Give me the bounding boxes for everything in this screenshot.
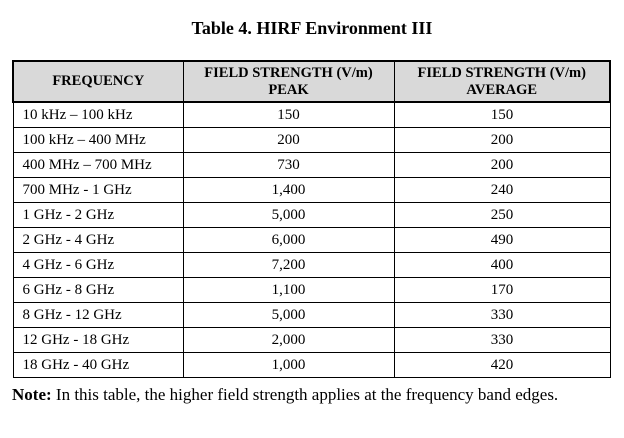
table-row xyxy=(13,127,610,152)
header-peak xyxy=(183,61,394,102)
cell-average: 200 xyxy=(394,152,610,177)
table-row xyxy=(13,352,610,377)
header-peak-line2: PEAK xyxy=(268,81,309,98)
header-frequency-label: FREQUENCY xyxy=(52,73,145,89)
cell-average: 250 xyxy=(394,202,610,227)
cell-frequency: 6 GHz - 8 GHz xyxy=(13,277,183,302)
cell-peak: 6,000 xyxy=(183,227,394,252)
header-average-line2: AVERAGE xyxy=(466,81,538,98)
cell-average: 200 xyxy=(394,127,610,152)
table-row xyxy=(13,277,610,302)
table-row xyxy=(13,202,610,227)
cell-frequency: 1 GHz - 2 GHz xyxy=(13,202,183,227)
cell-frequency: 8 GHz - 12 GHz xyxy=(13,302,183,327)
cell-frequency: 4 GHz - 6 GHz xyxy=(13,252,183,277)
table-header-row xyxy=(13,61,610,102)
cell-peak: 1,000 xyxy=(183,352,394,377)
cell-peak: 5,000 xyxy=(183,202,394,227)
cell-average: 150 xyxy=(394,102,610,127)
header-average xyxy=(394,61,610,102)
table-row xyxy=(13,177,610,202)
cell-average: 170 xyxy=(394,277,610,302)
cell-frequency: 10 kHz – 100 kHz xyxy=(13,102,183,127)
note-label: Note: xyxy=(12,385,52,404)
cell-frequency: 2 GHz - 4 GHz xyxy=(13,227,183,252)
table-row xyxy=(13,227,610,252)
cell-peak: 730 xyxy=(183,152,394,177)
cell-peak: 2,000 xyxy=(183,327,394,352)
table-row xyxy=(13,302,610,327)
table-note xyxy=(12,384,612,406)
table-row xyxy=(13,102,610,127)
note-text: In this table, the higher field strength applies at the frequency band edges. xyxy=(51,385,559,404)
cell-peak: 1,100 xyxy=(183,277,394,302)
cell-peak: 1,400 xyxy=(183,177,394,202)
cell-frequency: 400 MHz – 700 MHz xyxy=(13,152,183,177)
cell-peak: 7,200 xyxy=(183,252,394,277)
cell-average: 490 xyxy=(394,227,610,252)
cell-peak: 5,000 xyxy=(183,302,394,327)
cell-average: 240 xyxy=(394,177,610,202)
cell-frequency: 12 GHz - 18 GHz xyxy=(13,327,183,352)
cell-average: 420 xyxy=(394,352,610,377)
cell-frequency: 100 kHz – 400 MHz xyxy=(13,127,183,152)
hirf-table xyxy=(12,60,611,378)
header-frequency xyxy=(13,61,183,102)
header-peak-line1: FIELD STRENGTH (V/m) xyxy=(204,64,373,81)
cell-average: 400 xyxy=(394,252,610,277)
cell-frequency: 700 MHz - 1 GHz xyxy=(13,177,183,202)
table-title: Table 4. HIRF Environment III xyxy=(191,18,433,38)
header-average-line1: FIELD STRENGTH (V/m) xyxy=(417,64,586,81)
cell-peak: 150 xyxy=(183,102,394,127)
table-row xyxy=(13,327,610,352)
cell-average: 330 xyxy=(394,327,610,352)
table-row xyxy=(13,252,610,277)
table-row xyxy=(13,152,610,177)
cell-frequency: 18 GHz - 40 GHz xyxy=(13,352,183,377)
cell-peak: 200 xyxy=(183,127,394,152)
cell-average: 330 xyxy=(394,302,610,327)
